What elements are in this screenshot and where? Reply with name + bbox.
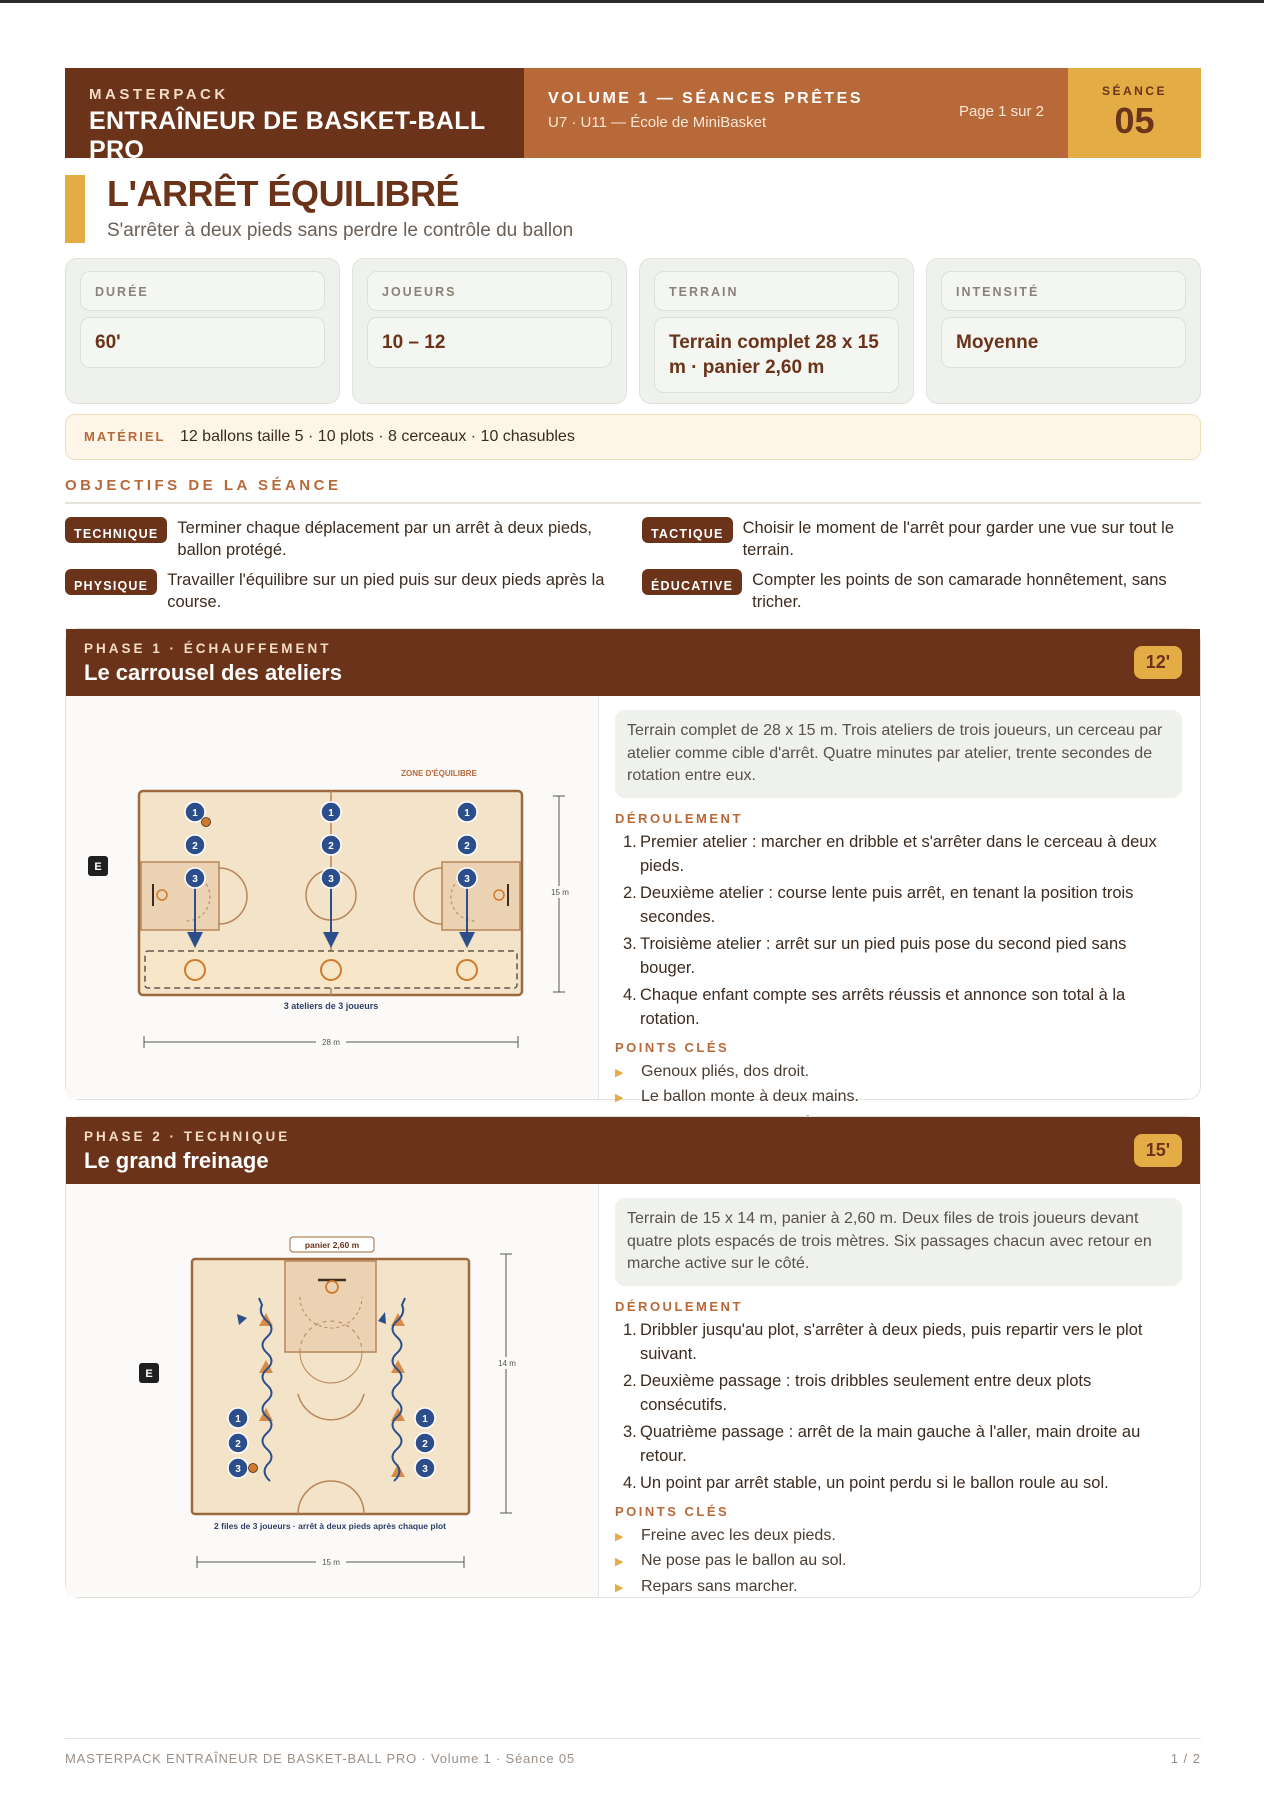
list-item: ▶ Repars sans marcher.: [615, 1575, 1182, 1601]
svg-text:2: 2: [235, 1439, 241, 1450]
phase-summary: Terrain complet de 28 x 15 m. Trois ateliers de trois joueurs, un cerceau par atelier comme cible d'arrêt. Quatre minutes par atelier, trente secondes de rotation entre eux.: [615, 710, 1182, 798]
info-label: JOUEURS: [367, 271, 612, 311]
player-marker: [457, 835, 477, 855]
phase-2-description: [599, 1184, 1200, 1610]
list-item: ▶ Le ballon monte à deux mains.: [615, 1085, 1182, 1111]
objective-tag: ÉDUCATIVE: [642, 569, 742, 595]
list-item: 4. Un point par arrêt stable, un point perdu si le ballon roule au sol.: [623, 1473, 1109, 1492]
bullet-triangle-icon: ▶: [615, 1092, 624, 1104]
objectifs-heading: OBJECTIFS DE LA SÉANCE: [65, 477, 342, 494]
phase-header: [66, 629, 1200, 696]
list-item: 2. Deuxième passage : trois dribbles seulement entre deux plots consécutifs.: [623, 1371, 1092, 1414]
page-title: L'ARRÊT ÉQUILIBRÉ: [107, 173, 460, 214]
top-rule: [0, 0, 1264, 3]
seance-block: [1068, 68, 1201, 158]
list-item: 1. Dribbler jusqu'au plot, s'arrêter à deux pieds, puis repartir vers le plot suivant.: [623, 1320, 1143, 1363]
phase-body: [66, 696, 1200, 1146]
phase-duration-badge: 15': [1134, 1134, 1182, 1167]
svg-text:3: 3: [422, 1464, 428, 1475]
info-card-terrain: [639, 258, 914, 404]
objective-educative: [642, 569, 1202, 613]
phase-kicker: PHASE 2 · TECHNIQUE: [84, 1129, 291, 1144]
objective-tag: TACTIQUE: [642, 517, 733, 543]
phase-body: [66, 1184, 1200, 1610]
bullet-triangle-icon: ▶: [615, 1530, 624, 1543]
points-label: POINTS CLÉS: [615, 1039, 730, 1055]
basket-label: panier 2,60 m: [304, 1240, 360, 1250]
width-label: 28 m: [322, 1038, 340, 1047]
brand-block: [65, 68, 524, 164]
player-marker: [228, 1408, 248, 1428]
phase-1-diagram: [66, 696, 599, 1099]
seance-label: SÉANCE: [1101, 84, 1167, 98]
svg-text:1: 1: [328, 808, 334, 819]
balance-zone: [145, 951, 517, 988]
svg-text:3: 3: [235, 1464, 241, 1475]
list-item: ▶ Freine avec les deux pieds.: [615, 1524, 1182, 1550]
brand-kicker: MASTERPACK: [89, 86, 229, 103]
list-item: 1. Premier atelier : marcher en dribble et s'arrêter dans le cerceau à deux pieds.: [623, 832, 1157, 875]
steps-list: [615, 830, 1182, 1031]
objective-text: Compter les points de son camarade honnêtement, sans tricher.: [752, 571, 1167, 611]
phase-header: [66, 1117, 1200, 1184]
svg-text:1: 1: [192, 808, 198, 819]
svg-text:3: 3: [192, 874, 198, 885]
objective-tactique: [642, 517, 1202, 561]
list-item: 2. Deuxième atelier : course lente puis arrêt, en tenant la position trois secondes.: [623, 883, 1134, 926]
seance-number: 05: [1114, 100, 1155, 141]
diagram-caption: 2 files de 3 joueurs · arrêt à deux pieds après chaque plot: [214, 1521, 446, 1531]
player-marker: [228, 1433, 248, 1453]
coach-marker: [88, 856, 108, 876]
player-marker: [321, 802, 341, 822]
info-label: INTENSITÉ: [941, 271, 1186, 311]
player-marker: [321, 868, 341, 888]
phase-kicker: PHASE 1 · ÉCHAUFFEMENT: [84, 641, 332, 656]
bullet-triangle-icon: ▶: [615, 1581, 624, 1594]
phase-summary: Terrain de 15 x 14 m, panier à 2,60 m. Deux files de trois joueurs devant quatre plots espacés de trois mètres. Six passages chacun avec retour en marche active sur le côté.: [615, 1198, 1182, 1286]
phase-title: Le grand freinage: [84, 1148, 269, 1173]
info-card-duree: [65, 258, 340, 404]
objective-technique: [65, 517, 610, 561]
svg-text:E: E: [94, 861, 102, 873]
svg-text:2: 2: [192, 841, 198, 852]
volume-subtitle: U7 · U11 — École de MiniBasket: [548, 114, 767, 131]
list-item: 4. Chaque enfant compte ses arrêts réussis et annonce son total à la rotation.: [623, 985, 1126, 1028]
page-indicator: Page 1 sur 2: [958, 103, 1044, 120]
svg-text:2: 2: [422, 1439, 428, 1450]
objective-text: Terminer chaque déplacement par un arrêt à deux pieds, ballon protégé.: [177, 519, 593, 559]
title-accent-bar: [65, 175, 85, 243]
player-marker: [185, 868, 205, 888]
footer-divider: [65, 1738, 1201, 1739]
header-band: [65, 68, 1201, 164]
svg-text:1: 1: [464, 808, 470, 819]
height-label: 14 m: [498, 1359, 516, 1368]
volume-title: VOLUME 1 — SÉANCES PRÊTES: [548, 90, 863, 107]
player-marker: [228, 1458, 248, 1478]
player-marker: [185, 835, 205, 855]
svg-text:3: 3: [464, 874, 470, 885]
player-marker: [321, 835, 341, 855]
info-value: 10 – 12: [367, 317, 612, 368]
svg-text:3: 3: [328, 874, 334, 885]
objective-text: Choisir le moment de l'arrêt pour garder une vue sur tout le terrain.: [742, 519, 1175, 559]
key-area: [285, 1261, 376, 1352]
list-item: ▶ Ne pose pas le ballon au sol.: [615, 1549, 1182, 1575]
ball-icon: [202, 818, 211, 827]
player-marker: [457, 802, 477, 822]
materiel-label: MATÉRIEL: [84, 429, 166, 444]
list-item: ▶ Genoux pliés, dos droit.: [615, 1060, 1182, 1086]
bullet-triangle-icon: ▶: [615, 1066, 624, 1079]
volume-block: [524, 68, 1068, 158]
svg-text:E: E: [145, 1368, 153, 1380]
info-value: 60': [80, 317, 325, 368]
phase-duration-badge: 12': [1134, 646, 1182, 679]
phase-2-diagram: [66, 1184, 599, 1597]
ball-icon: [249, 1464, 258, 1473]
phase-1-section: [65, 628, 1201, 1105]
deroulement-label: DÉROULEMENT: [615, 1298, 743, 1314]
objective-tag: TECHNIQUE: [65, 517, 167, 543]
info-value: Terrain complet 28 x 15 m · panier 2,60 m: [654, 317, 899, 393]
info-label: DURÉE: [80, 271, 325, 311]
info-card-intensite: [926, 258, 1201, 404]
brand-title: ENTRAÎNEUR DE BASKET-BALL PRO: [89, 107, 485, 164]
info-cards: [65, 258, 1201, 404]
materiel-value: 12 ballons taille 5 · 10 plots · 8 cerceaux · 10 chasubles: [179, 428, 575, 445]
deroulement-label: DÉROULEMENT: [615, 810, 743, 826]
info-card-joueurs: [352, 258, 627, 404]
bullet-triangle-icon: ▶: [615, 1556, 624, 1568]
coach-marker: [139, 1363, 159, 1383]
width-label: 15 m: [322, 1558, 340, 1567]
objectifs-divider: [65, 502, 1201, 504]
phase-title: Le carrousel des ateliers: [84, 660, 343, 685]
player-marker: [415, 1408, 435, 1428]
steps-list: [615, 1318, 1182, 1495]
zone-label: ZONE D'ÉQUILIBRE: [401, 769, 477, 778]
svg-text:2: 2: [328, 841, 334, 852]
objective-physique: [65, 569, 610, 613]
objective-text: Travailler l'équilibre sur un pied puis sur deux pieds après la course.: [167, 571, 605, 611]
svg-text:2: 2: [464, 841, 470, 852]
footer-page-number: 1 / 2: [1170, 1751, 1201, 1766]
list-item: 3. Quatrième passage : arrêt de la main gauche à l'aller, main droite au retour.: [623, 1422, 1141, 1465]
player-marker: [415, 1458, 435, 1478]
page-subtitle: S'arrêter à deux pieds sans perdre le contrôle du ballon: [107, 220, 574, 241]
player-marker: [457, 868, 477, 888]
court-diagram-2: [66, 1184, 599, 1597]
diagram-caption: 3 ateliers de 3 joueurs: [283, 1001, 379, 1011]
points-label: POINTS CLÉS: [615, 1503, 730, 1519]
objective-tag: PHYSIQUE: [65, 569, 157, 595]
footer-left: MASTERPACK ENTRAÎNEUR DE BASKET-BALL PRO · Volume 1 · Séance 05: [65, 1751, 575, 1766]
info-label: TERRAIN: [654, 271, 899, 311]
list-item: 3. Troisième atelier : arrêt sur un pied puis pose du second pied sans bouger.: [623, 934, 1127, 977]
svg-text:1: 1: [422, 1414, 428, 1425]
phase-2-section: [65, 1116, 1201, 1598]
height-label: 15 m: [551, 888, 569, 897]
points-list: [615, 1524, 1182, 1601]
info-value: Moyenne: [941, 317, 1186, 368]
svg-text:1: 1: [235, 1414, 241, 1425]
player-marker: [415, 1433, 435, 1453]
materiel-bar: [65, 414, 1201, 460]
phase-1-description: [599, 696, 1200, 1146]
player-marker: [185, 802, 205, 822]
court-diagram-1: [66, 696, 599, 1099]
